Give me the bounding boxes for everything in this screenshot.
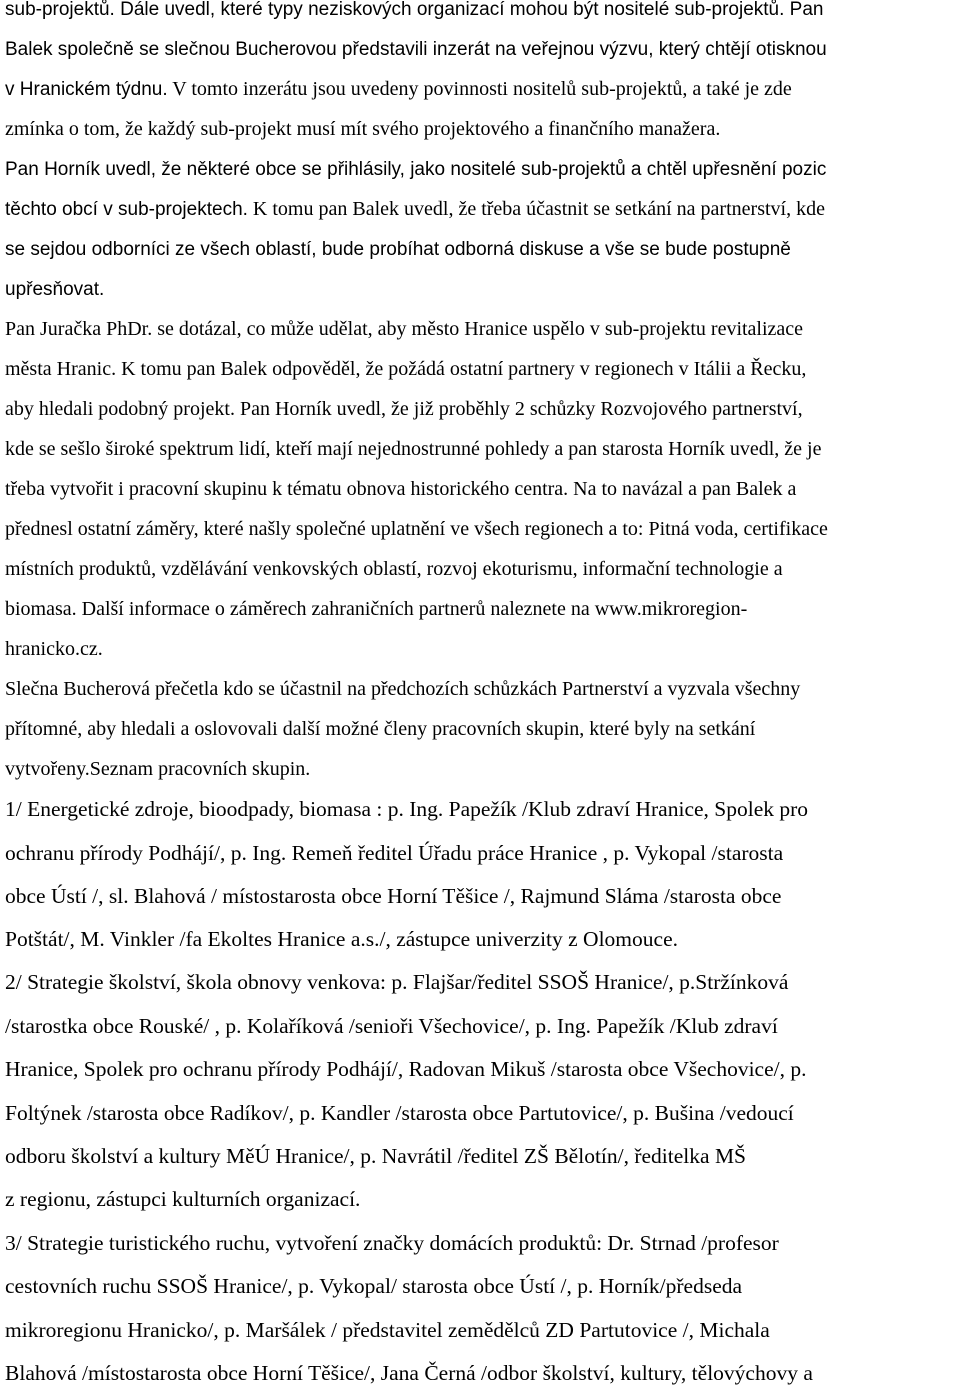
text-run: zmínka o tom, že každý sub-projekt musí mít svého projektového a finančního manažera. [5, 118, 721, 140]
text-line: města Hranic. K tomu pan Balek odpověděl, že požádá ostatní partnery v regionech v Itálii a Řecku, [5, 358, 807, 380]
text-line: Potštát/, M. Vinkler /fa Ekoltes Hranice a.s./, zástupce univerzity z Olomouce. [5, 927, 678, 951]
text-line: Slečna Bucherová přečetla kdo se účastnil na předchozích schůzkách Partnerství a vyzvala všechny [5, 678, 801, 700]
text-run: Balek společně se slečnou Bucherovou představili inzerát na veřejnou výzvu, který chtějí otisknou [5, 39, 827, 60]
text-line [5, 0, 823, 22]
text-line: Blahová /místostarosta obce Horní Těšice/, Jana Černá /odbor školství, kultury, tělovýchovy a [5, 1361, 813, 1385]
text-run: se sejdou odborníci ze všech oblastí, bude probíhat odborná diskuse a vše se bude postupně [5, 239, 791, 260]
text-line: 3/ Strategie turistického ruchu, vytvoření značky domácích produktů: Dr. Strnad /profesor [5, 1231, 779, 1255]
text-run: sub-projektů. Dále uvedl, které typy neziskových organizací mohou být nositelé sub-projektů. Pan [5, 0, 824, 20]
text-line: /starostka obce Rouské/ , p. Kolaříková /senioři Všechovice/, p. Ing. Papežík /Klub zdraví [5, 1014, 778, 1038]
text-line: obce Ústí /, sl. Blahová / místostarosta obce Horní Těšice /, Rajmund Sláma /starosta obce [5, 884, 782, 908]
text-line: Foltýnek /starosta obce Radíkov/, p. Kandler /starosta obce Partutovice/, p. Bušina /vedoucí [5, 1101, 794, 1125]
text-line: 2/ Strategie školství, škola obnovy venkova: p. Flajšar/ředitel SSOŠ Hranice/, p.Stržínková [5, 970, 789, 994]
text-line: hranicko.cz. [5, 638, 103, 660]
text-run: v Hranickém týdnu. [5, 79, 168, 100]
text-line: biomasa. Další informace o záměrech zahraničních partnerů naleznete na www.mikroregion- [5, 598, 748, 620]
text-line: přednesl ostatní záměry, které našly společné uplatnění ve všech regionech a to: Pitná voda, certifikace [5, 518, 828, 540]
text-line: 1/ Energetické zdroje, bioodpady, biomasa : p. Ing. Papežík /Klub zdraví Hranice, Spolek pro [5, 797, 809, 821]
text-line: místních produktů, vzdělávání venkovských oblastí, rozvoj ekoturismu, informační technologie a [5, 558, 783, 580]
text-line [5, 77, 792, 102]
text-line: Hranice, Spolek pro ochranu přírody Podhájí/, Radovan Mikuš /starosta obce Všechovice/, p. [5, 1057, 807, 1081]
text-line [5, 197, 825, 222]
text-line [5, 117, 720, 142]
text-line: z regionu, zástupci kulturních organizací. [5, 1187, 361, 1211]
text-line: kde se sešlo široké spektrum lidí, kteří mají nejednostrunné pohledy a pan starosta Horník uvedl, že je [5, 438, 822, 460]
text-run: upřesňovat. [5, 279, 105, 300]
text-line: Pan Juračka PhDr. se dotázal, co může udělat, aby město Hranice uspělo v sub-projektu revitalizace [5, 318, 804, 340]
text-line: mikroregionu Hranicko/, p. Maršálek / představitel zemědělců ZD Partutovice /, Michala [5, 1318, 770, 1342]
text-run: K tomu pan Balek uvedl, že třeba účastnit se setkání na partnerství, kde [247, 198, 825, 220]
text-line: cestovních ruchu SSOŠ Hranice/, p. Vykopal/ starosta obce Ústí /, p. Horník/předseda [5, 1274, 743, 1298]
text-run: těchto obcí v sub-projektech. [5, 199, 248, 220]
text-line: vytvořeny.Seznam pracovních skupin. [5, 758, 311, 780]
text-line: třeba vytvořit i pracovní skupinu k tématu obnova historického centra. Na to navázal a pan Balek a [5, 478, 797, 500]
text-line [5, 237, 791, 262]
text-line [5, 37, 827, 62]
text-line [5, 157, 826, 182]
text-line [5, 277, 104, 302]
text-line: odboru školství a kultury MěÚ Hranice/, p. Navrátil /ředitel ZŠ Bělotín/, ředitelka MŠ [5, 1144, 747, 1168]
text-line: přítomné, aby hledali a oslovovali další možné členy pracovních skupin, které byly na setkání [5, 718, 756, 740]
text-line: ochranu přírody Podhájí/, p. Ing. Remeň ředitel Úřadu práce Hranice , p. Vykopal /starosta [5, 841, 784, 865]
text-run: Pan Horník uvedl, že některé obce se přihlásily, jako nositelé sub-projektů a chtěl upřesnění pozic [5, 159, 827, 180]
text-line: aby hledali podobný projekt. Pan Horník uvedl, že již proběhly 2 schůzky Rozvojového partnerství, [5, 398, 803, 420]
text-run: V tomto inzerátu jsou uvedeny povinnosti nositelů sub-projektů, a také je zde [167, 78, 792, 100]
